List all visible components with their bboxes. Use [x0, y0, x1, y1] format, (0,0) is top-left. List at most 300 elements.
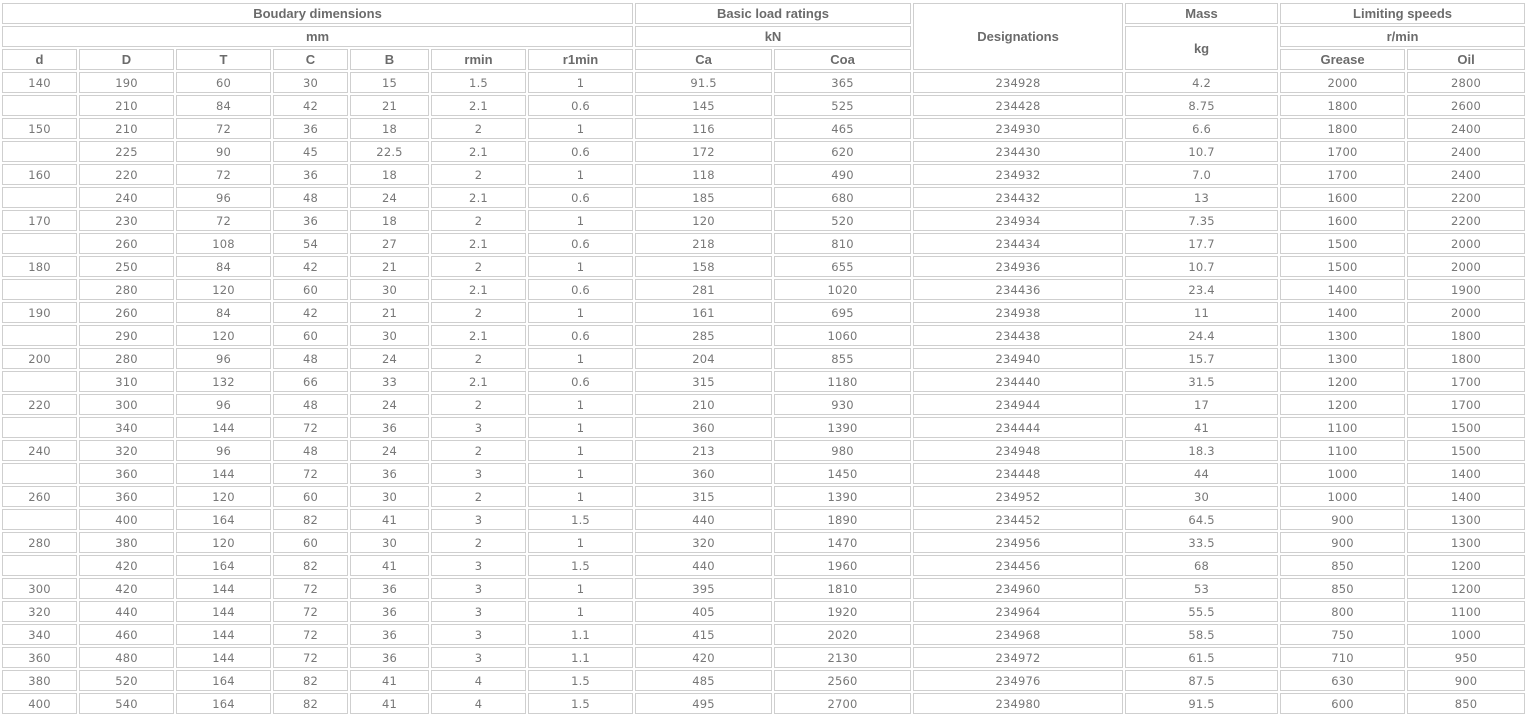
- cell-oil: 2200: [1407, 187, 1525, 208]
- cell-ca: 440: [635, 555, 772, 576]
- header-unit-mm: mm: [2, 26, 633, 47]
- cell-r1min: 0.6: [528, 187, 633, 208]
- cell-T: 144: [176, 417, 271, 438]
- cell-r1min: 1.5: [528, 693, 633, 714]
- cell-designation: 234932: [913, 164, 1123, 185]
- cell-coa: 525: [774, 95, 911, 116]
- column-header-D: D: [79, 49, 174, 70]
- table-row: [2, 279, 1525, 300]
- table-header: [2, 3, 1525, 70]
- cell-r1min: 0.6: [528, 233, 633, 254]
- cell-T: 60: [176, 72, 271, 93]
- cell-D: 280: [79, 348, 174, 369]
- cell-ca: 218: [635, 233, 772, 254]
- cell-C: 54: [273, 233, 348, 254]
- cell-C: 48: [273, 394, 348, 415]
- cell-d: 320: [2, 601, 77, 622]
- cell-mass: 10.7: [1125, 141, 1278, 162]
- header-basic-load-ratings: Basic load ratings: [635, 3, 911, 24]
- cell-B: 36: [350, 578, 429, 599]
- cell-d: [2, 141, 77, 162]
- cell-rmin: 3: [431, 578, 526, 599]
- cell-mass: 7.35: [1125, 210, 1278, 231]
- cell-oil: 950: [1407, 647, 1525, 668]
- table-row: [2, 325, 1525, 346]
- cell-designation: 234964: [913, 601, 1123, 622]
- cell-r1min: 1: [528, 601, 633, 622]
- cell-T: 72: [176, 118, 271, 139]
- cell-C: 60: [273, 279, 348, 300]
- cell-B: 41: [350, 555, 429, 576]
- cell-C: 72: [273, 417, 348, 438]
- cell-T: 96: [176, 187, 271, 208]
- cell-coa: 1390: [774, 417, 911, 438]
- cell-designation: 234972: [913, 647, 1123, 668]
- cell-B: 41: [350, 693, 429, 714]
- cell-grease: 1800: [1280, 118, 1405, 139]
- cell-C: 42: [273, 256, 348, 277]
- cell-ca: 118: [635, 164, 772, 185]
- cell-T: 144: [176, 647, 271, 668]
- cell-ca: 495: [635, 693, 772, 714]
- cell-rmin: 3: [431, 463, 526, 484]
- cell-B: 24: [350, 394, 429, 415]
- cell-rmin: 2: [431, 348, 526, 369]
- cell-B: 21: [350, 256, 429, 277]
- cell-oil: 2000: [1407, 233, 1525, 254]
- cell-D: 240: [79, 187, 174, 208]
- cell-D: 360: [79, 486, 174, 507]
- cell-B: 27: [350, 233, 429, 254]
- cell-C: 82: [273, 670, 348, 691]
- cell-coa: 1470: [774, 532, 911, 553]
- cell-coa: 1890: [774, 509, 911, 530]
- cell-rmin: 2.1: [431, 371, 526, 392]
- cell-C: 36: [273, 164, 348, 185]
- cell-ca: 185: [635, 187, 772, 208]
- cell-B: 36: [350, 417, 429, 438]
- cell-oil: 1800: [1407, 325, 1525, 346]
- cell-B: 22.5: [350, 141, 429, 162]
- cell-T: 164: [176, 693, 271, 714]
- cell-D: 260: [79, 233, 174, 254]
- table-row: [2, 72, 1525, 93]
- cell-rmin: 2.1: [431, 233, 526, 254]
- cell-grease: 1200: [1280, 394, 1405, 415]
- cell-grease: 750: [1280, 624, 1405, 645]
- header-unit-rmin: r/min: [1280, 26, 1525, 47]
- cell-designation: 234944: [913, 394, 1123, 415]
- cell-rmin: 2.1: [431, 141, 526, 162]
- column-header-T: T: [176, 49, 271, 70]
- cell-designation: 234940: [913, 348, 1123, 369]
- cell-rmin: 2: [431, 164, 526, 185]
- cell-D: 540: [79, 693, 174, 714]
- cell-T: 84: [176, 256, 271, 277]
- cell-designation: 234930: [913, 118, 1123, 139]
- table-row: [2, 141, 1525, 162]
- cell-designation: 234956: [913, 532, 1123, 553]
- cell-D: 250: [79, 256, 174, 277]
- cell-D: 320: [79, 440, 174, 461]
- cell-grease: 1300: [1280, 348, 1405, 369]
- cell-C: 45: [273, 141, 348, 162]
- cell-ca: 440: [635, 509, 772, 530]
- cell-mass: 64.5: [1125, 509, 1278, 530]
- cell-coa: 620: [774, 141, 911, 162]
- cell-ca: 172: [635, 141, 772, 162]
- table-row: [2, 647, 1525, 668]
- cell-designation: 234980: [913, 693, 1123, 714]
- cell-mass: 31.5: [1125, 371, 1278, 392]
- cell-oil: 2000: [1407, 302, 1525, 323]
- cell-ca: 210: [635, 394, 772, 415]
- cell-rmin: 2: [431, 532, 526, 553]
- table-row: [2, 670, 1525, 691]
- cell-mass: 68: [1125, 555, 1278, 576]
- cell-d: [2, 371, 77, 392]
- cell-C: 82: [273, 509, 348, 530]
- cell-T: 164: [176, 555, 271, 576]
- cell-ca: 315: [635, 371, 772, 392]
- cell-d: [2, 509, 77, 530]
- cell-grease: 1100: [1280, 440, 1405, 461]
- column-header-coa: Coa: [774, 49, 911, 70]
- table-row: [2, 509, 1525, 530]
- cell-B: 36: [350, 601, 429, 622]
- cell-d: 300: [2, 578, 77, 599]
- cell-r1min: 1: [528, 440, 633, 461]
- header-unit-kn: kN: [635, 26, 911, 47]
- cell-mass: 8.75: [1125, 95, 1278, 116]
- cell-B: 41: [350, 509, 429, 530]
- cell-r1min: 1: [528, 302, 633, 323]
- column-header-r1min: r1min: [528, 49, 633, 70]
- cell-D: 290: [79, 325, 174, 346]
- cell-designation: 234430: [913, 141, 1123, 162]
- table-row: [2, 440, 1525, 461]
- cell-ca: 120: [635, 210, 772, 231]
- cell-D: 230: [79, 210, 174, 231]
- cell-r1min: 0.6: [528, 95, 633, 116]
- cell-rmin: 3: [431, 647, 526, 668]
- cell-coa: 2130: [774, 647, 911, 668]
- cell-rmin: 2.1: [431, 279, 526, 300]
- cell-r1min: 1: [528, 463, 633, 484]
- cell-B: 15: [350, 72, 429, 93]
- cell-B: 24: [350, 187, 429, 208]
- table-row: [2, 532, 1525, 553]
- cell-designation: 234960: [913, 578, 1123, 599]
- cell-C: 48: [273, 187, 348, 208]
- table-row: [2, 302, 1525, 323]
- header-boundary-dimensions: Boudary dimensions: [2, 3, 633, 24]
- cell-D: 420: [79, 555, 174, 576]
- cell-D: 225: [79, 141, 174, 162]
- cell-B: 18: [350, 210, 429, 231]
- cell-coa: 1960: [774, 555, 911, 576]
- cell-coa: 930: [774, 394, 911, 415]
- cell-designation: 234436: [913, 279, 1123, 300]
- cell-designation: 234448: [913, 463, 1123, 484]
- cell-mass: 87.5: [1125, 670, 1278, 691]
- cell-coa: 1920: [774, 601, 911, 622]
- cell-B: 30: [350, 486, 429, 507]
- cell-C: 60: [273, 532, 348, 553]
- cell-r1min: 0.6: [528, 141, 633, 162]
- cell-mass: 4.2: [1125, 72, 1278, 93]
- cell-grease: 600: [1280, 693, 1405, 714]
- cell-C: 82: [273, 555, 348, 576]
- cell-d: 240: [2, 440, 77, 461]
- cell-oil: 1300: [1407, 509, 1525, 530]
- cell-mass: 18.3: [1125, 440, 1278, 461]
- cell-coa: 520: [774, 210, 911, 231]
- cell-oil: 900: [1407, 670, 1525, 691]
- header-unit-kg: kg: [1125, 26, 1278, 70]
- cell-oil: 1900: [1407, 279, 1525, 300]
- cell-r1min: 1.5: [528, 670, 633, 691]
- cell-r1min: 1.5: [528, 555, 633, 576]
- cell-B: 41: [350, 670, 429, 691]
- cell-rmin: 2: [431, 440, 526, 461]
- cell-C: 72: [273, 463, 348, 484]
- cell-ca: 161: [635, 302, 772, 323]
- cell-B: 30: [350, 279, 429, 300]
- table-row: [2, 417, 1525, 438]
- cell-r1min: 1: [528, 417, 633, 438]
- cell-ca: 320: [635, 532, 772, 553]
- cell-d: 190: [2, 302, 77, 323]
- cell-T: 84: [176, 95, 271, 116]
- cell-T: 90: [176, 141, 271, 162]
- cell-coa: 465: [774, 118, 911, 139]
- cell-T: 72: [176, 164, 271, 185]
- cell-mass: 6.6: [1125, 118, 1278, 139]
- cell-D: 190: [79, 72, 174, 93]
- cell-grease: 1000: [1280, 486, 1405, 507]
- cell-grease: 1400: [1280, 302, 1405, 323]
- cell-B: 18: [350, 164, 429, 185]
- cell-mass: 91.5: [1125, 693, 1278, 714]
- cell-D: 460: [79, 624, 174, 645]
- cell-d: 160: [2, 164, 77, 185]
- cell-grease: 1300: [1280, 325, 1405, 346]
- cell-C: 72: [273, 601, 348, 622]
- cell-oil: 1500: [1407, 440, 1525, 461]
- cell-B: 36: [350, 624, 429, 645]
- cell-designation: 234968: [913, 624, 1123, 645]
- cell-r1min: 1: [528, 210, 633, 231]
- cell-T: 120: [176, 279, 271, 300]
- cell-ca: 395: [635, 578, 772, 599]
- cell-mass: 17: [1125, 394, 1278, 415]
- cell-mass: 17.7: [1125, 233, 1278, 254]
- cell-C: 66: [273, 371, 348, 392]
- cell-B: 36: [350, 463, 429, 484]
- column-header-oil: Oil: [1407, 49, 1525, 70]
- cell-r1min: 1.5: [528, 509, 633, 530]
- table-row: [2, 256, 1525, 277]
- cell-oil: 1800: [1407, 348, 1525, 369]
- cell-grease: 800: [1280, 601, 1405, 622]
- cell-ca: 158: [635, 256, 772, 277]
- column-header-grease: Grease: [1280, 49, 1405, 70]
- cell-oil: 1100: [1407, 601, 1525, 622]
- cell-d: [2, 95, 77, 116]
- cell-D: 520: [79, 670, 174, 691]
- cell-designation: 234438: [913, 325, 1123, 346]
- cell-coa: 680: [774, 187, 911, 208]
- table-row: [2, 624, 1525, 645]
- cell-designation: 234444: [913, 417, 1123, 438]
- cell-designation: 234934: [913, 210, 1123, 231]
- cell-T: 132: [176, 371, 271, 392]
- cell-rmin: 3: [431, 509, 526, 530]
- cell-grease: 2000: [1280, 72, 1405, 93]
- cell-r1min: 0.6: [528, 279, 633, 300]
- cell-d: 400: [2, 693, 77, 714]
- cell-d: 260: [2, 486, 77, 507]
- cell-d: 140: [2, 72, 77, 93]
- cell-r1min: 1.1: [528, 624, 633, 645]
- cell-mass: 44: [1125, 463, 1278, 484]
- cell-rmin: 4: [431, 693, 526, 714]
- cell-C: 30: [273, 72, 348, 93]
- cell-coa: 810: [774, 233, 911, 254]
- cell-D: 210: [79, 118, 174, 139]
- table-row: [2, 233, 1525, 254]
- cell-r1min: 0.6: [528, 371, 633, 392]
- cell-rmin: 4: [431, 670, 526, 691]
- cell-oil: 1000: [1407, 624, 1525, 645]
- cell-designation: 234938: [913, 302, 1123, 323]
- cell-designation: 234952: [913, 486, 1123, 507]
- cell-grease: 1600: [1280, 187, 1405, 208]
- cell-D: 360: [79, 463, 174, 484]
- cell-ca: 315: [635, 486, 772, 507]
- column-header-rmin: rmin: [431, 49, 526, 70]
- cell-d: 180: [2, 256, 77, 277]
- header-designations: Designations: [913, 3, 1123, 70]
- cell-grease: 1500: [1280, 256, 1405, 277]
- cell-T: 96: [176, 440, 271, 461]
- cell-grease: 1600: [1280, 210, 1405, 231]
- cell-D: 260: [79, 302, 174, 323]
- table-row: [2, 187, 1525, 208]
- cell-oil: 1400: [1407, 486, 1525, 507]
- table-row: [2, 118, 1525, 139]
- cell-r1min: 1: [528, 578, 633, 599]
- cell-C: 42: [273, 95, 348, 116]
- cell-grease: 1700: [1280, 141, 1405, 162]
- cell-D: 340: [79, 417, 174, 438]
- cell-ca: 91.5: [635, 72, 772, 93]
- cell-oil: 2400: [1407, 118, 1525, 139]
- cell-coa: 365: [774, 72, 911, 93]
- cell-mass: 30: [1125, 486, 1278, 507]
- cell-d: 220: [2, 394, 77, 415]
- table-row: [2, 601, 1525, 622]
- cell-oil: 2400: [1407, 164, 1525, 185]
- cell-oil: 2600: [1407, 95, 1525, 116]
- cell-d: 150: [2, 118, 77, 139]
- cell-ca: 145: [635, 95, 772, 116]
- cell-grease: 630: [1280, 670, 1405, 691]
- cell-d: [2, 325, 77, 346]
- cell-d: 360: [2, 647, 77, 668]
- cell-designation: 234976: [913, 670, 1123, 691]
- cell-B: 21: [350, 302, 429, 323]
- cell-d: 280: [2, 532, 77, 553]
- table-body: [2, 72, 1525, 714]
- cell-r1min: 1: [528, 118, 633, 139]
- cell-coa: 1810: [774, 578, 911, 599]
- cell-oil: 850: [1407, 693, 1525, 714]
- header-limiting-speeds: Limiting speeds: [1280, 3, 1525, 24]
- table-row: [2, 210, 1525, 231]
- cell-oil: 2800: [1407, 72, 1525, 93]
- cell-coa: 1060: [774, 325, 911, 346]
- cell-T: 120: [176, 486, 271, 507]
- cell-oil: 1200: [1407, 555, 1525, 576]
- cell-T: 144: [176, 624, 271, 645]
- cell-ca: 360: [635, 463, 772, 484]
- cell-grease: 1700: [1280, 164, 1405, 185]
- cell-d: 340: [2, 624, 77, 645]
- cell-coa: 2020: [774, 624, 911, 645]
- cell-rmin: 2.1: [431, 325, 526, 346]
- cell-mass: 10.7: [1125, 256, 1278, 277]
- cell-rmin: 2: [431, 118, 526, 139]
- cell-grease: 900: [1280, 509, 1405, 530]
- cell-B: 18: [350, 118, 429, 139]
- cell-coa: 1390: [774, 486, 911, 507]
- cell-ca: 285: [635, 325, 772, 346]
- cell-oil: 1500: [1407, 417, 1525, 438]
- cell-T: 84: [176, 302, 271, 323]
- cell-rmin: 2: [431, 256, 526, 277]
- cell-rmin: 2.1: [431, 187, 526, 208]
- cell-T: 72: [176, 210, 271, 231]
- table-row: [2, 693, 1525, 714]
- cell-T: 144: [176, 601, 271, 622]
- cell-mass: 55.5: [1125, 601, 1278, 622]
- cell-grease: 1400: [1280, 279, 1405, 300]
- bearing-spec-table: [0, 1, 1527, 716]
- cell-designation: 234936: [913, 256, 1123, 277]
- table-row: [2, 371, 1525, 392]
- table-row: [2, 95, 1525, 116]
- cell-designation: 234428: [913, 95, 1123, 116]
- cell-B: 21: [350, 95, 429, 116]
- cell-d: [2, 187, 77, 208]
- header-row-units: [2, 26, 1525, 47]
- cell-d: [2, 555, 77, 576]
- cell-rmin: 1.5: [431, 72, 526, 93]
- cell-D: 210: [79, 95, 174, 116]
- cell-C: 36: [273, 210, 348, 231]
- column-header-ca: Ca: [635, 49, 772, 70]
- cell-coa: 980: [774, 440, 911, 461]
- cell-T: 144: [176, 463, 271, 484]
- cell-r1min: 1: [528, 348, 633, 369]
- cell-grease: 850: [1280, 578, 1405, 599]
- cell-mass: 11: [1125, 302, 1278, 323]
- cell-C: 60: [273, 486, 348, 507]
- cell-grease: 710: [1280, 647, 1405, 668]
- cell-designation: 234440: [913, 371, 1123, 392]
